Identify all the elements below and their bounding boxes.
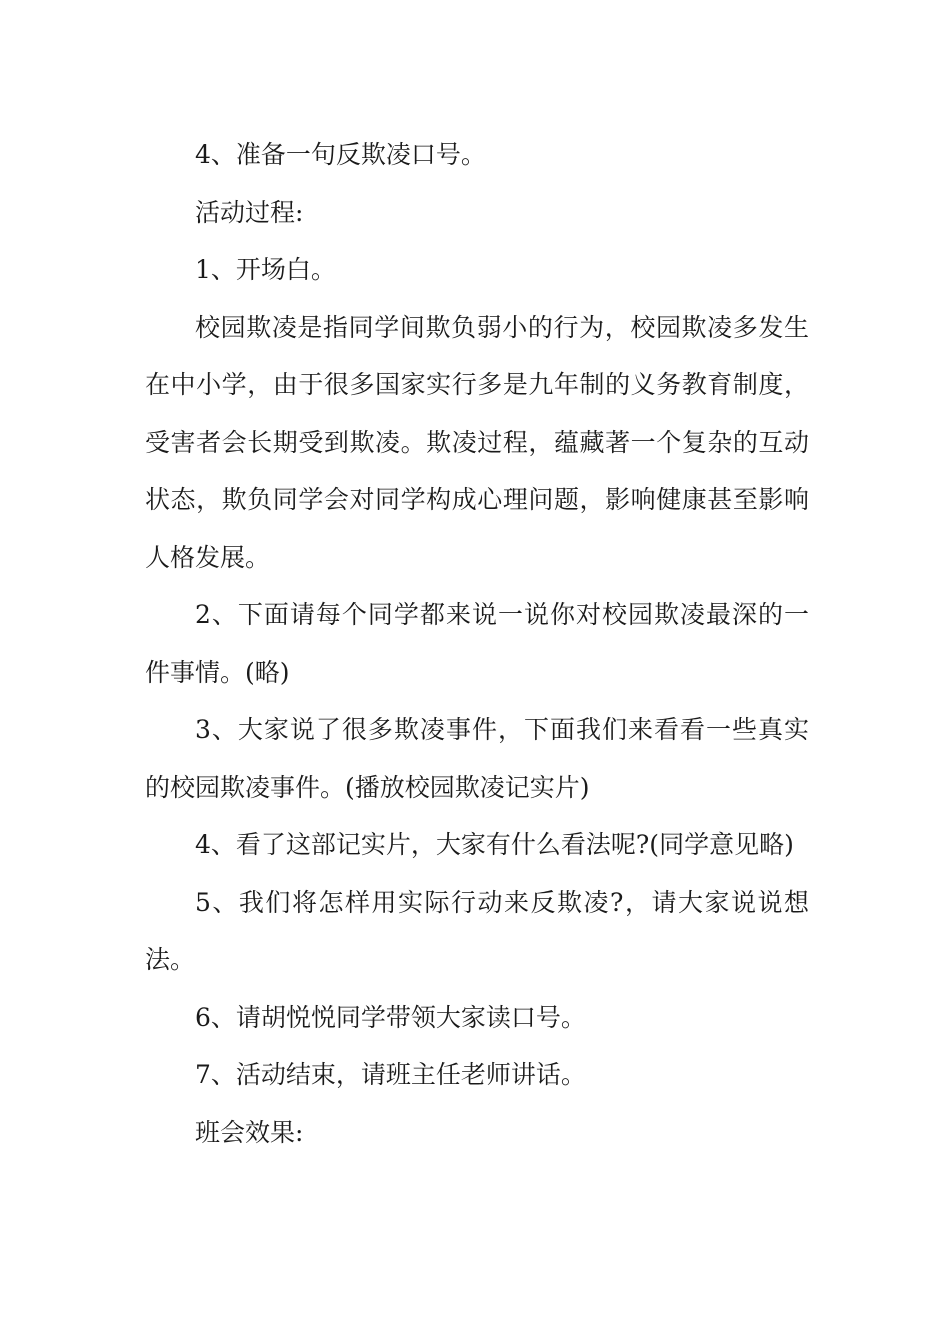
paragraph-step-4: 4、看了这部记实片，大家有什么看法呢?(同学意见略) <box>195 830 794 859</box>
paragraph-step-7: 7、活动结束，请班主任老师讲话。 <box>195 1060 586 1089</box>
document-body <box>145 126 809 1161</box>
paragraph-meeting-effect-heading: 班会效果: <box>195 1117 304 1147</box>
paragraph-slogan-prep: 4、准备一句反欺凌口号。 <box>195 140 486 169</box>
paragraph-step-2: 2、下面请每个同学都来说一说你对校园欺凌最深的一件事情。(略) <box>145 600 809 687</box>
paragraph-activity-process-heading: 活动过程: <box>195 197 304 227</box>
paragraph-step-3: 3、大家说了很多欺凌事件，下面我们来看看一些真实的校园欺凌事件。(播放校园欺凌记实片) <box>145 715 809 802</box>
paragraph-bullying-definition: 校园欺凌是指同学间欺负弱小的行为，校园欺凌多发生在中小学，由于很多国家实行多是九年制的义务教育制度，受害者会长期受到欺凌。欺凌过程，蕴藏著一个复杂的互动状态，欺负同学会对同学构成心理问题，影响健康甚至影响人格发展。 <box>145 312 809 572</box>
paragraph-step-6: 6、请胡悦悦同学带领大家读口号。 <box>195 1002 586 1032</box>
paragraph-step-5: 5、我们将怎样用实际行动来反欺凌?，请大家说说想法。 <box>145 887 809 974</box>
paragraph-opening: 1、开场白。 <box>195 255 336 284</box>
